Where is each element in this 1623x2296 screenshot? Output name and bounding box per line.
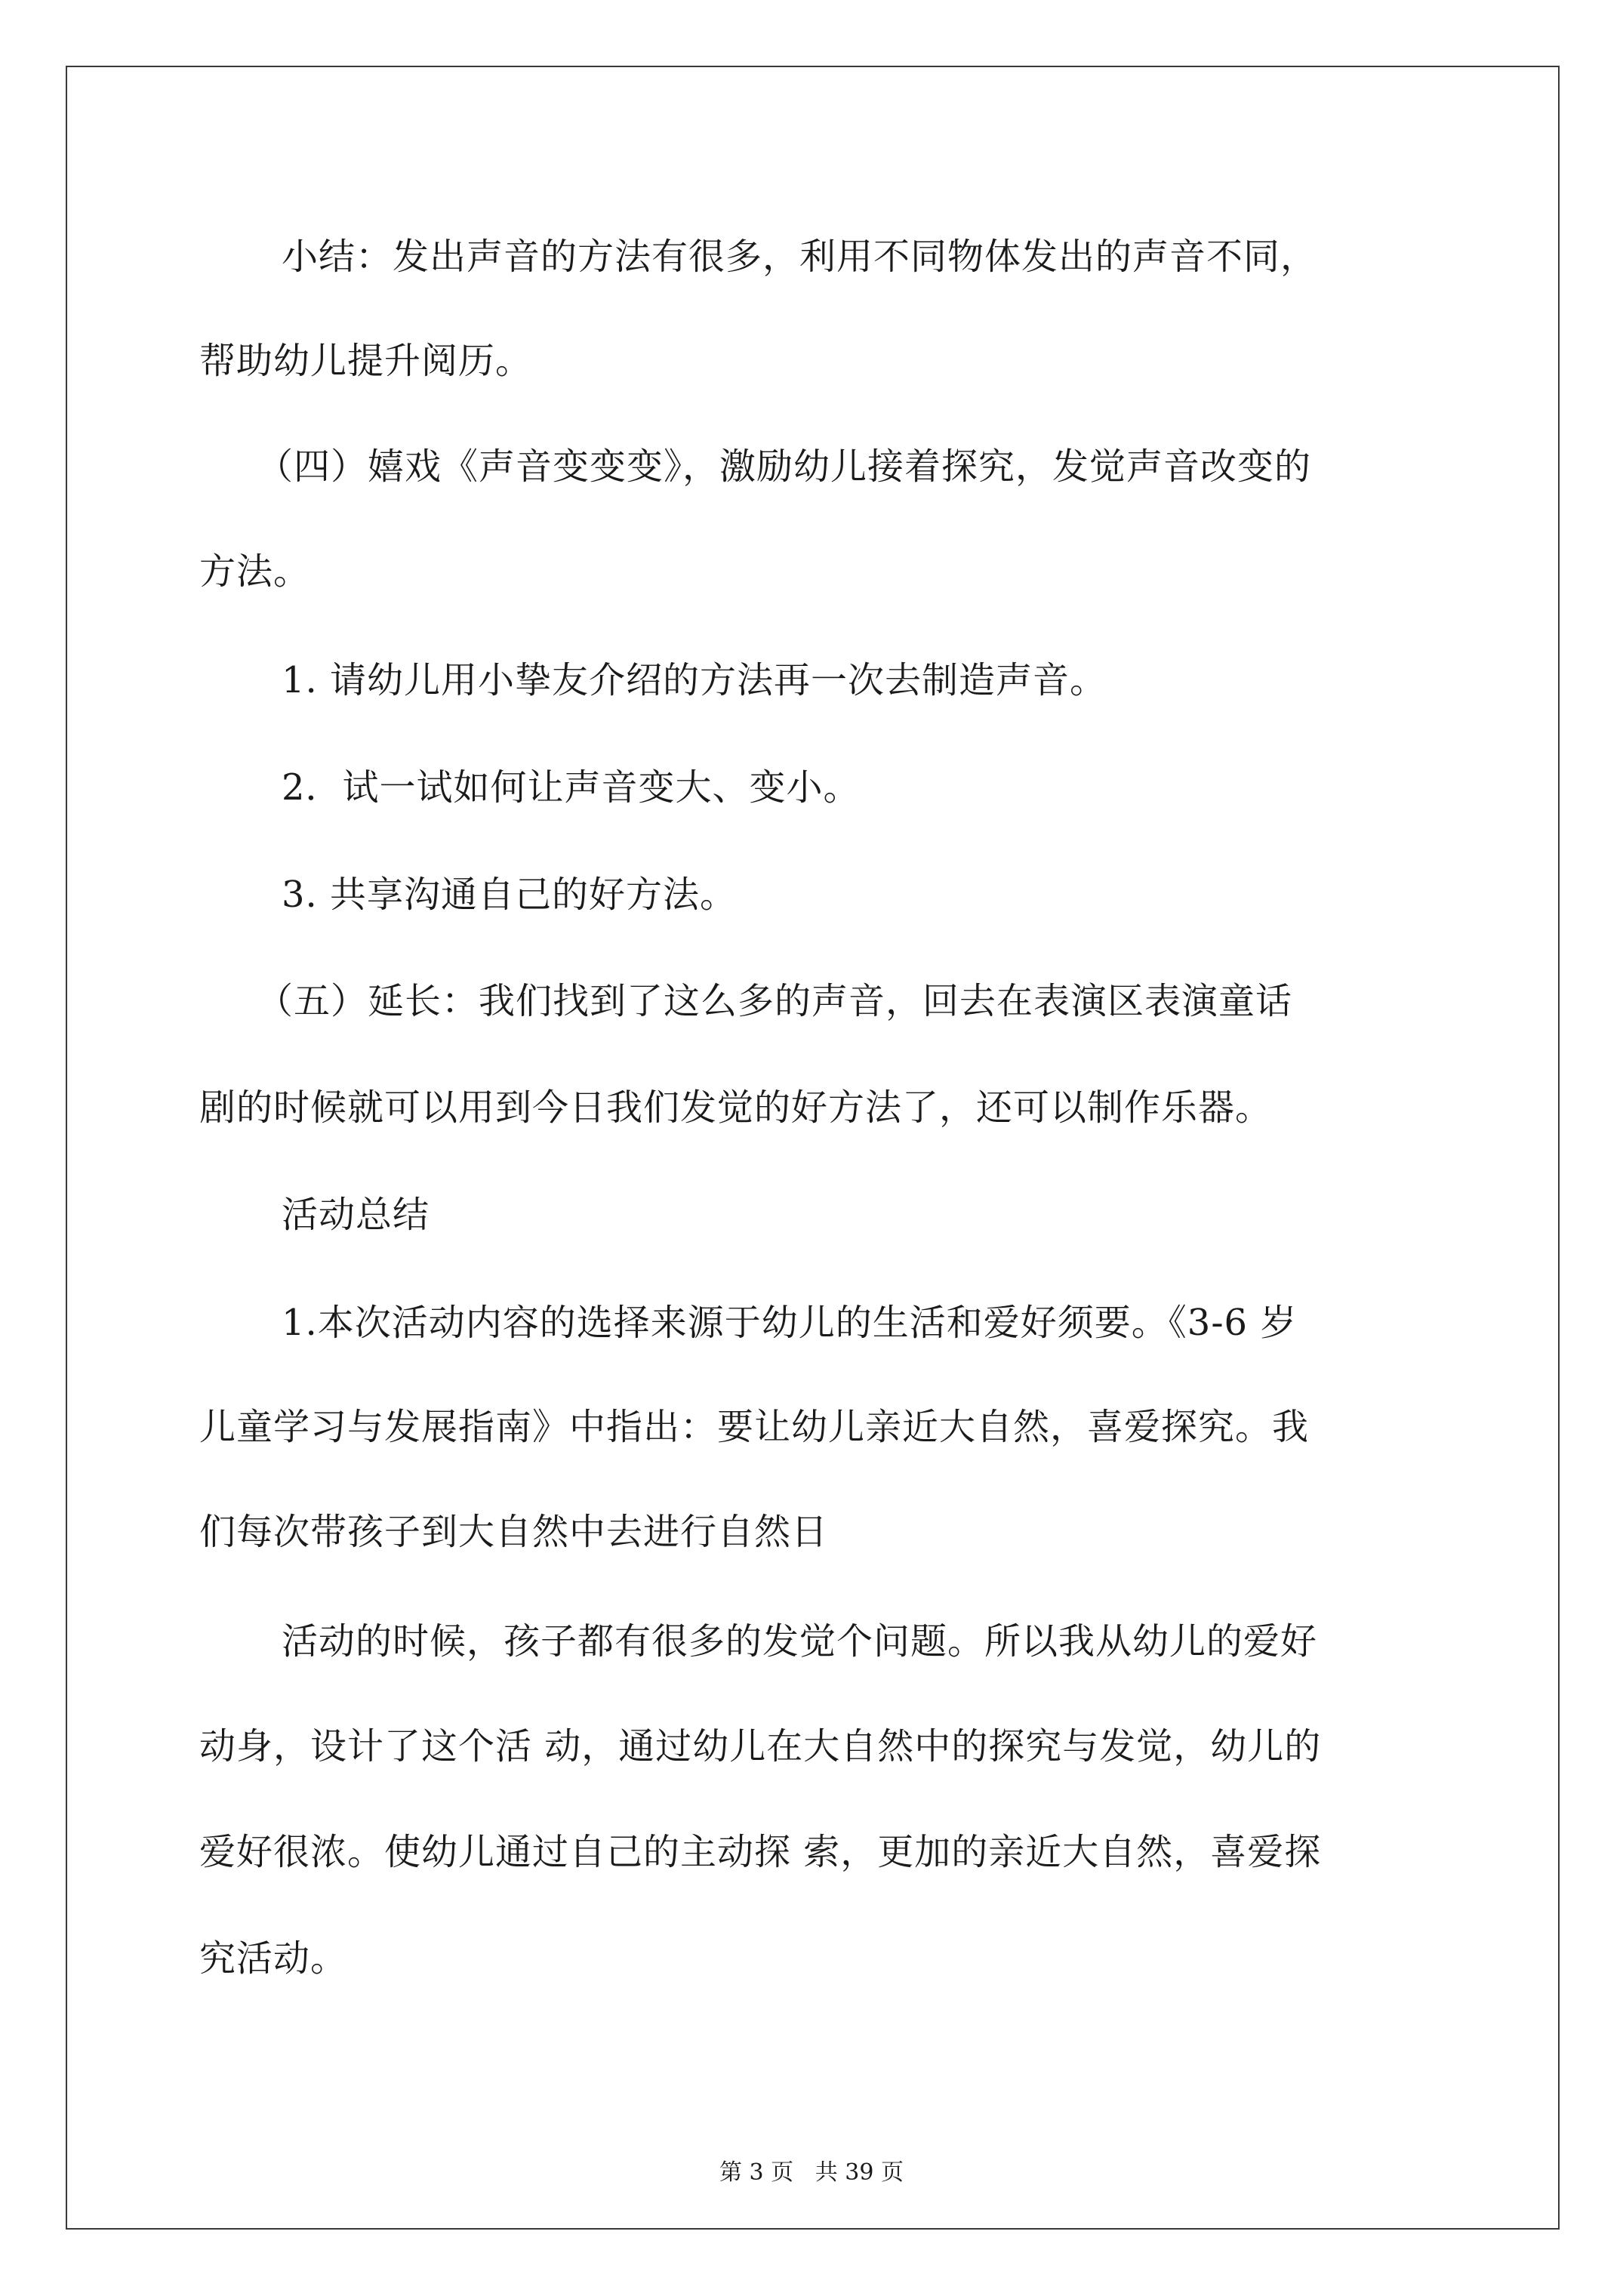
paragraph-line: 究活动。 (199, 1937, 348, 1980)
paragraph-line: 方法。 (199, 550, 311, 593)
section-heading: 活动总结 (282, 1194, 430, 1236)
paragraph-line: 小结：发出声音的方法有很多，利用不同物体发出的声音不同， (282, 236, 1318, 278)
paragraph-line: 们每次带孩子到大自然中去进行自然日 (199, 1511, 829, 1553)
page-number-footer: 第 3 页 共 39 页 (719, 2159, 904, 2186)
paragraph-line: 爱好很浓。使幼儿通过自己的主动探 索，更加的亲近大自然，喜爱探 (199, 1831, 1322, 1873)
paragraph-line: （四）嬉戏《声音变变变》，激励幼儿接着探究，发觉声音改变的 (257, 445, 1312, 488)
paragraph-line: 帮助幼儿提升阅历。 (199, 340, 533, 382)
paragraph-line: 活动的时候，孩子都有很多的发觉个问题。所以我从幼儿的爱好 (282, 1620, 1318, 1663)
paragraph-line: 1. 请幼儿用小挚友介绍的方法再一次去制造声音。 (282, 659, 1107, 701)
paragraph-line: （五）延长：我们找到了这么多的声音，回去在表演区表演童话 (257, 980, 1293, 1022)
paragraph-line: 1.本次活动内容的选择来源于幼儿的生活和爱好须要。《3-6 岁 (282, 1302, 1298, 1344)
page-border (66, 66, 1560, 2230)
paragraph-line: 动身，设计了这个活 动，通过幼儿在大自然中的探究与发觉，幼儿的 (199, 1725, 1322, 1767)
paragraph-line: 剧的时候就可以用到今日我们发觉的好方法了，还可以制作乐器。 (199, 1086, 1273, 1129)
paragraph-line: 3. 共享沟通自己的好方法。 (282, 874, 738, 916)
paragraph-line: 儿童学习与发展指南》中指出：要让幼儿亲近大自然，喜爱探究。我 (199, 1406, 1310, 1448)
paragraph-line: 2．试一试如何让声音变大、变小。 (282, 766, 861, 809)
